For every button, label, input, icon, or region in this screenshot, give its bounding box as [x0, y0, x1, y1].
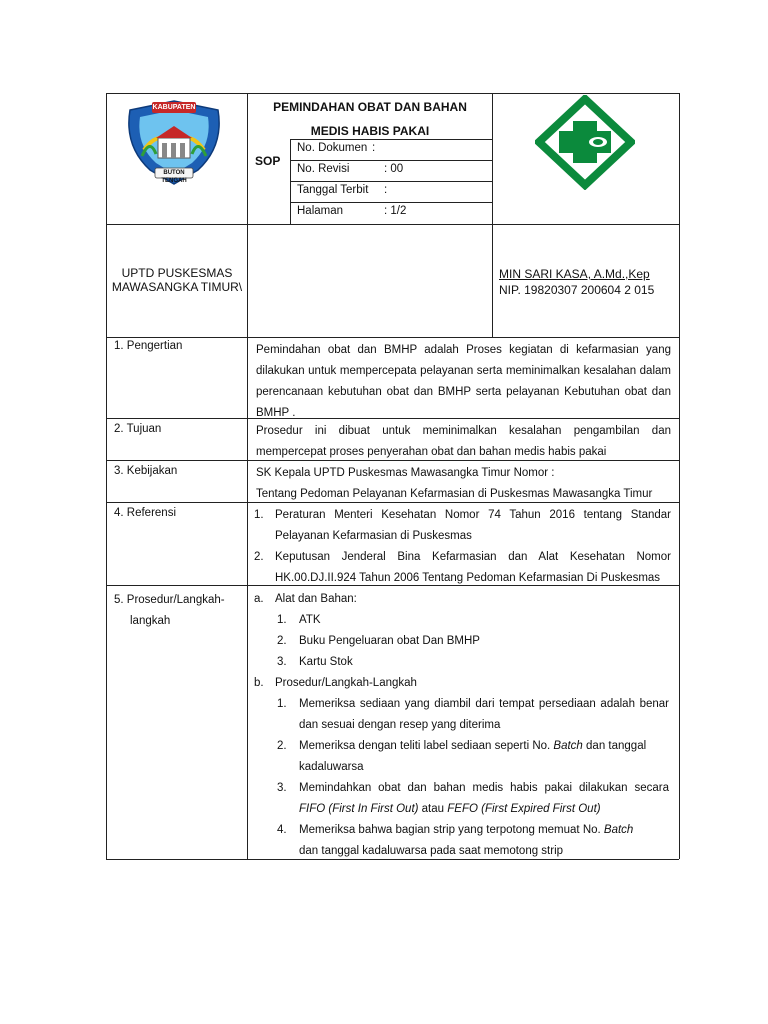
sop-label: SOP — [255, 154, 281, 168]
logo-text-bottom: BUTON TENGAH — [161, 170, 187, 184]
list-number: 1. — [277, 614, 287, 626]
text-line: Pemindahan obat dan BMHP adalah Proses kegiatan di kefarmasian yang — [256, 344, 671, 356]
text-line: SK Kepala UPTD Puskesmas Mawasangka Timur Nomor : — [256, 467, 555, 479]
field-value: : — [384, 184, 388, 196]
organization-name — [107, 266, 247, 294]
text-line: dilakukan untuk mempercepata pelayanan serta meminimalkan kesalahan dalam — [256, 365, 671, 377]
text-line: perencanaan kebutuhan obat dan BMHP serta pelayanan Kebutuhan obat dan — [256, 386, 671, 398]
text-run-italic: FIFO (First In First Out) — [299, 803, 419, 815]
list-number: 2. — [277, 740, 287, 752]
field-value: : 00 — [384, 163, 404, 175]
list-item-line: kadaluwarsa — [299, 761, 364, 773]
list-item: ATK — [299, 614, 321, 626]
list-item-line: dan tanggal kadaluwarsa pada saat memotong strip — [299, 845, 564, 857]
field-tanggal-terbit — [297, 183, 487, 197]
list-number: 3. — [277, 656, 287, 668]
org-line-2: MAWASANGKA TIMUR\ — [111, 280, 243, 294]
list-number: 2. — [277, 635, 287, 647]
document-title — [248, 95, 492, 143]
list-letter: b. — [254, 677, 264, 689]
signer-name: MIN SARI KASA, A.Md.,Kep — [499, 267, 650, 281]
list-item-line — [299, 799, 601, 820]
pengertian-text — [256, 340, 671, 424]
section-label-kebijakan: 3. Kebijakan — [114, 465, 178, 477]
text-line: BMHP . — [256, 407, 296, 419]
list-number: 3. — [277, 782, 287, 794]
list-item-line — [299, 736, 669, 757]
field-label: No. Dokumen — [297, 142, 368, 154]
regency-logo — [122, 98, 226, 188]
text-run: dan tanggal — [582, 740, 647, 752]
section-label-prosedur — [114, 590, 225, 632]
list-item: Buku Pengeluaran obat Dan BMHP — [299, 635, 480, 647]
section-label-pengertian: 1. Pengertian — [114, 340, 183, 352]
puskesmas-logo — [535, 95, 635, 190]
list-item-line: HK.00.DJ.II.924 Tahun 2006 Tentang Pedoman Kefarmasian Di Puskesmas — [275, 572, 661, 584]
list-letter: a. — [254, 593, 264, 605]
text-run: atau — [418, 803, 448, 815]
list-item: Kartu Stok — [299, 656, 353, 668]
label-line: langkah — [130, 615, 171, 627]
field-no-dokumen — [297, 141, 487, 155]
text-line: Tentang Pedoman Pelayanan Kefarmasian di Puskesmas Mawasangka Timur — [256, 488, 653, 500]
list-number: 1. — [277, 698, 287, 710]
signer-block — [499, 266, 677, 298]
field-no-revisi — [297, 162, 487, 176]
text-run: Memeriksa dengan teliti label sediaan seperti No. — [299, 740, 554, 752]
signer-nip: NIP. 19820307 200604 2 015 — [499, 283, 655, 297]
text-line: mempercepat proses penyerahan obat dan bahan medis habis pakai — [256, 446, 607, 458]
logo-text-top: KABUPATEN — [152, 104, 196, 111]
title-line-2: MEDIS HABIS PAKAI — [310, 124, 430, 138]
text-run-italic: Batch — [553, 740, 583, 752]
list-item-line: Memeriksa sediaan yang diambil dari tempat persediaan adalah benar — [299, 698, 669, 710]
field-label: Halaman — [297, 205, 344, 217]
list-item-line: Memindahkan obat dan bahan medis habis pakai dilakukan secara — [299, 782, 669, 794]
text-line: Prosedur ini dibuat untuk meminimalkan kesalahan pengambilan dan — [256, 425, 671, 437]
kebijakan-text — [256, 463, 671, 505]
text-run-italic: FEFO (First Expired First Out) — [447, 803, 601, 815]
list-number: 4. — [277, 824, 287, 836]
field-value: : 1/2 — [384, 205, 407, 217]
tujuan-text — [256, 421, 671, 463]
field-halaman — [297, 204, 487, 218]
field-value: : — [372, 142, 376, 154]
list-item-line: Keputusan Jenderal Bina Kefarmasian dan Alat Kesehatan Nomor — [275, 551, 671, 563]
list-item-line: Peraturan Menteri Kesehatan Nomor 74 Tahun 2016 tentang Standar — [275, 509, 671, 521]
list-number: 1. — [254, 509, 264, 521]
list-number: 2. — [254, 551, 264, 563]
list-item-line: dan sesuai dengan resep yang diterima — [299, 719, 501, 731]
field-label: No. Revisi — [297, 163, 350, 175]
section-label-tujuan: 2. Tujuan — [114, 423, 162, 435]
field-label: Tanggal Terbit — [297, 184, 369, 196]
list-item-line: Pelayanan Kefarmasian di Puskesmas — [275, 530, 472, 542]
title-line-1: PEMINDAHAN OBAT DAN BAHAN — [273, 100, 467, 114]
subheading: Prosedur/Langkah-Langkah — [275, 677, 417, 689]
label-line: 5. Prosedur/Langkah- — [114, 594, 225, 606]
prosedur-content — [254, 589, 671, 857]
section-label-referensi: 4. Referensi — [114, 507, 177, 519]
list-item-line — [299, 820, 669, 841]
text-run: Memeriksa bahwa bagian strip yang terpotong memuat No. — [299, 824, 604, 836]
text-run-italic: Batch — [603, 824, 634, 836]
subheading: Alat dan Bahan: — [275, 593, 357, 605]
org-line-1: UPTD PUSKESMAS — [121, 266, 233, 280]
